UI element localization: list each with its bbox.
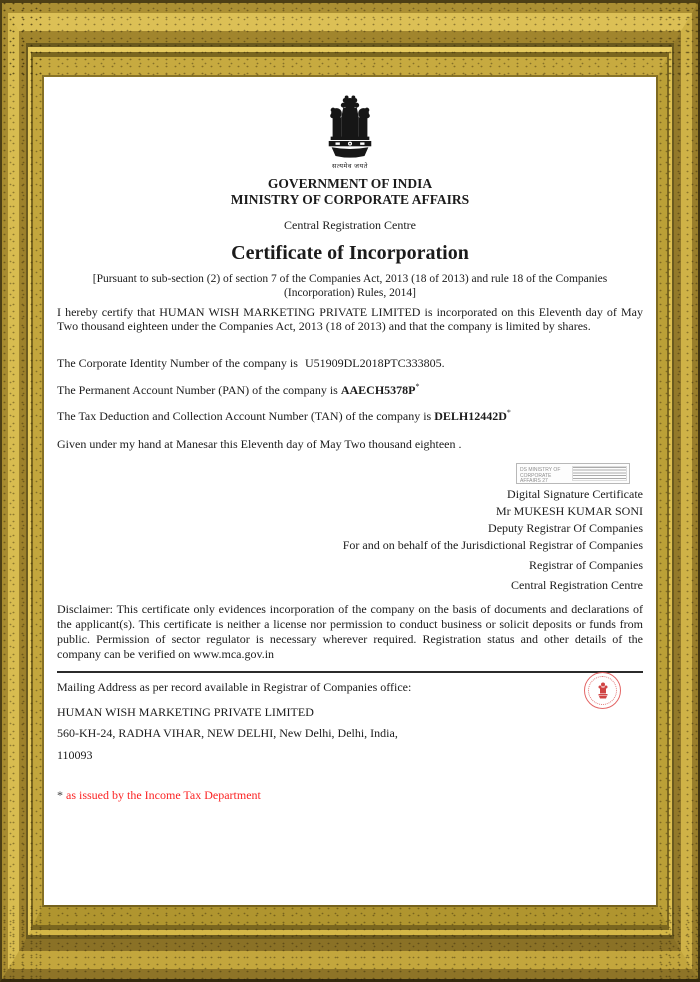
tan-label: The Tax Deduction and Collection Account Number (TAN) of the company is [57,408,432,423]
national-emblem [318,93,382,170]
ashoka-lion-capital-icon [321,93,379,159]
cin-label: The Corporate Identity Number of the company is [57,355,298,370]
tan-value: DELH12442D [434,408,507,423]
dsc-signer-name [517,464,571,483]
motto-satyameva-jayate: सत्यमेव जयते [332,163,368,171]
dsc-fine-print-lines [572,466,627,481]
mailing-pincode: 110093 [57,747,93,762]
pursuant-clause: [Pursuant to sub-section (2) of section 7 of the Companies Act, 2013 (18 of 2013) and rule 18 of the Companies (Incorporation) Rules, 2014] [92,272,608,299]
digital-signature-stamp [516,463,630,484]
pan-footnote-marker: * [415,382,420,392]
dsc-signer-line1: DS MINISTRY OF [520,467,561,474]
tan-line [57,408,643,423]
certificate-page [44,77,656,905]
sig-line-behalf: For and on behalf of the Jurisdictional Registrar of Companies [342,538,643,553]
pan-line [57,382,643,397]
pan-label: The Permanent Account Number (PAN) of the company is [57,383,338,398]
sig-line-dsc: Digital Signature Certificate [507,487,643,502]
income-tax-footnote [57,788,643,802]
seal-emblem-icon [585,673,620,708]
ministry-heading: MINISTRY OF CORPORATE AFFAIRS [230,192,470,208]
horizontal-divider [57,671,643,673]
footnote-text: as issued by the Income Tax Department [66,787,261,802]
mailing-street-address: 560-KH-24, RADHA VIHAR, NEW DELHI, New Delhi, Delhi, India, [57,726,398,741]
cin-value: U51909DL2018PTC333805. [304,355,445,370]
mailing-address-heading: Mailing Address as per record available in Registrar of Companies office: [57,680,412,695]
disclaimer-paragraph: Disclaimer: This certificate only evidences incorporation of the company on the basis of documents and declarations of the applicant(s). This certificate is neither a license nor permission to conduct business or solicit deposits or funds from public. Permission of sector regulator is necessary wherever required. Registration status and other details of the company can be verified on www.mca.gov.in [57,602,643,662]
cin-line [57,356,643,370]
tan-footnote-marker: * [506,407,511,417]
certification-paragraph: I hereby certify that HUMAN WISH MARKETING PRIVATE LIMITED is incorporated on this Eleventh day of May Two thousand eighteen under the Companies Act, 2013 (18 of 2013) and that the company is limited by shares. [57,304,643,333]
sig-line-designation: Deputy Registrar Of Companies [488,521,643,536]
signature-block [57,486,643,594]
dsc-signer-line2: CORPORATE AFFAIRS 27 [520,472,552,485]
mailing-company-name: HUMAN WISH MARKETING PRIVATE LIMITED [57,704,314,719]
footnote-marker: * [57,787,63,802]
government-of-india-heading: GOVERNMENT OF INDIA [267,176,433,192]
sig-line-name: Mr MUKESH KUMAR SONI [495,504,643,519]
sig-line-centre: Central Registration Centre [511,578,643,593]
certificate-title: Certificate of Incorporation [231,241,469,264]
red-round-seal [584,672,621,709]
digital-signature-stamp-row [57,463,630,484]
sig-line-registrar: Registrar of Companies [529,558,643,573]
given-under-hand-line: Given under my hand at Manesar this Eleventh day of May Two thousand eighteen . [57,436,462,451]
central-registration-centre: Central Registration Centre [284,218,416,233]
pan-value: AAECH5378P [340,383,416,398]
